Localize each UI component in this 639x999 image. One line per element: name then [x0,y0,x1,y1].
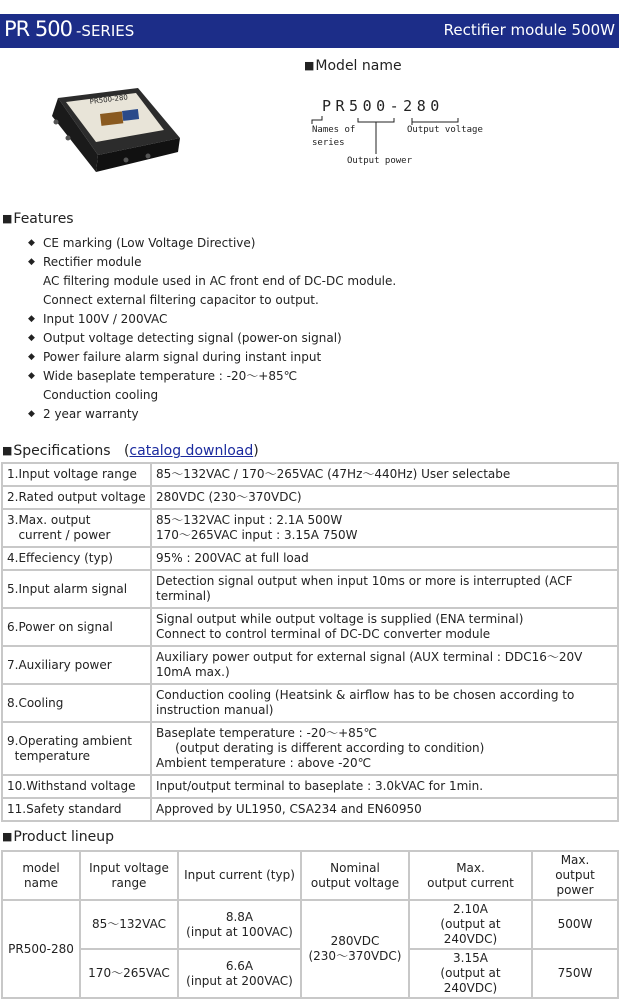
header-line: output power [555,868,595,897]
lineup-input-range: 170～265VAC [80,949,178,998]
spec-key [2,570,151,608]
feature-item [28,329,396,348]
header-line: name [23,875,59,890]
lineup-input-current [178,900,301,949]
spec-value [151,775,618,798]
spec-value [151,608,618,646]
model-name-title [304,58,402,74]
spec-row [2,722,618,775]
spec-value-line: Input/output terminal to baseplate : 3.0kVAC for 1min. [156,779,484,793]
spec-key-line: 3.Max. output [7,513,91,527]
diamond-bullet-icon: ◆ [28,409,35,419]
feature-line: Power failure alarm signal during instant input [43,350,322,364]
lineup-title [2,829,114,845]
square-bullet-icon: ■ [304,59,315,72]
features-list [28,234,396,424]
features-title [2,211,74,227]
spec-row [2,775,618,798]
feature-line: Wide baseplate temperature : -20～+85℃ [43,369,298,383]
diamond-bullet-icon: ◆ [28,257,35,267]
label-output-voltage: Output voltage [407,125,483,135]
cell-line: 6.6A [225,958,254,973]
spec-value-line: 95% : 200VAC at full load [156,551,309,565]
spec-key-line: temperature [7,748,91,763]
lineup-model: PR500-280 [2,900,80,998]
spec-value-line: Signal output while output voltage is supplied (ENA terminal) [156,612,524,626]
cell-line: 3.15A [453,951,488,965]
cell-line: (input at 200VAC) [186,973,293,988]
link-paren-open: ( [123,443,130,459]
square-bullet-icon: ■ [2,212,13,225]
header-line: Max. [560,853,590,867]
spec-value [151,509,618,547]
lineup-output-current [409,949,532,998]
lineup-header-row [2,851,618,900]
lineup-nominal-voltage [301,900,409,998]
spec-key [2,798,151,821]
label-series-line: series [312,138,345,148]
lineup-table [1,850,619,999]
feature-item [28,405,396,424]
series-suffix: -SERIES [76,22,135,40]
header-line: output current [427,875,514,890]
features-title-text: Features [13,211,74,227]
spec-key [2,722,151,775]
catalog-download-link[interactable]: catalog download [129,443,254,459]
spec-value-line: Ambient temperature : above -20℃ [156,756,372,770]
cell-line: (230～370VDC) [308,949,402,963]
spec-key-line: 6.Power on signal [7,619,113,634]
spec-value-line: Approved by UL1950, CSA234 and EN60950 [156,802,422,816]
header-nominal-voltage [301,851,409,900]
spec-value-line: 85～132VAC input : 2.1A 500W [156,513,343,527]
lineup-input-range: 85～132VAC [80,900,178,949]
header-input-range [80,851,178,900]
spec-value-line: 280VDC (230～370VDC) [156,490,302,504]
spec-value-line: terminal) [156,589,211,603]
product-type: Rectifier module 500W [443,21,615,39]
model-code: PR500-280 [322,97,444,115]
feature-line: AC filtering module used in AC front end of DC-DC module. [43,274,397,288]
spec-value-line: Connect to control terminal of DC-DC converter module [156,627,491,641]
spec-row [2,608,618,646]
spec-value [151,463,618,486]
spec-key [2,547,151,570]
link-paren-close: ) [253,443,259,459]
feature-line: CE marking (Low Voltage Directive) [43,236,256,250]
spec-row [2,509,618,547]
specifications-title [2,443,259,459]
feature-line: Connect external filtering capacitor to output. [43,293,319,307]
diamond-bullet-icon: ◆ [28,238,35,248]
feature-line: Conduction cooling [43,388,159,402]
label-output-power: Output power [347,156,413,166]
spec-key [2,509,151,547]
lineup-output-current [409,900,532,949]
spec-key-line: 11.Safety standard [7,802,122,816]
feature-line: Output voltage detecting signal (power-on signal) [43,331,342,345]
cell-line: 8.8A [225,909,254,924]
cell-line: (output at 240VDC) [440,917,501,946]
lineup-input-current [178,949,301,998]
square-bullet-icon: ■ [2,444,13,457]
spec-key-line: 1.Input voltage range [7,467,137,481]
spec-key [2,775,151,798]
spec-key [2,684,151,722]
spec-value-line: 85～132VAC / 170～265VAC (47Hz～440Hz) User selectabe [156,467,511,481]
spec-key [2,608,151,646]
spec-key-line: 2.Rated output voltage [7,490,146,504]
spec-key-line: 7.Auxiliary power [7,657,112,672]
diamond-bullet-icon: ◆ [28,314,35,324]
spec-row [2,486,618,509]
page-header [0,14,619,48]
spec-value [151,722,618,775]
spec-key-line: 5.Input alarm signal [7,581,128,596]
spec-value-line: instruction manual) [156,703,274,717]
spec-key-line: 8.Cooling [7,695,64,710]
spec-value [151,486,618,509]
spec-key-line: 4.Effeciency (typ) [7,551,113,565]
header-input-current [178,851,301,900]
feature-item [28,348,396,367]
spec-key [2,646,151,684]
specifications-table [1,462,619,822]
spec-row [2,547,618,570]
feature-item [28,253,396,310]
header-line: range [111,875,147,890]
spec-key-line: current / power [7,528,111,542]
lineup-title-text: Product lineup [13,829,115,845]
model-name-title-text: Model name [315,58,402,74]
header-line: Input current (typ) [184,868,295,882]
spec-value-line: Detection signal output when input 10ms or more is interrupted (ACF [156,574,573,588]
spec-value-line: Auxiliary power output for external signal (AUX terminal : DDC16～20V [156,650,583,664]
header-line: output voltage [310,875,400,890]
header-model-name [2,851,80,900]
spec-value-line: 10mA max.) [156,665,230,679]
cell-line: (input at 100VAC) [186,924,293,939]
spec-key [2,463,151,486]
diamond-bullet-icon: ◆ [28,371,35,381]
feature-line: Rectifier module [43,255,142,269]
lineup-row [2,900,618,949]
header-line: model [22,860,60,875]
header-line: Max. [456,860,485,875]
lineup-output-power: 500W [532,900,618,949]
spec-value [151,570,618,608]
product-label: PR500-280 [89,93,129,106]
spec-row [2,646,618,684]
feature-item [28,367,396,405]
feature-line: 2 year warranty [43,407,139,421]
spec-row [2,570,618,608]
spec-value-line: 170～265VAC input : 3.15A 750W [156,528,358,542]
lineup-output-power: 750W [532,949,618,998]
spec-key [2,486,151,509]
series-name: PR 500 [4,17,73,41]
cell-line: (output at 240VDC) [440,966,501,995]
spec-value-line: (output derating is different according to condition) [156,741,485,755]
cell-line: 280VDC [330,934,380,948]
spec-value-line: Conduction cooling (Heatsink & airflow has to be chosen according to [156,688,575,702]
label-names-of-series [312,124,355,150]
product-photo [38,80,188,180]
spec-value-line: Baseplate temperature : -20～+85℃ [156,726,377,740]
spec-key-line: 9.Operating ambient [7,733,132,748]
spec-value [151,646,618,684]
feature-item [28,234,396,253]
spec-key-line: 10.Withstand voltage [7,779,136,793]
diamond-bullet-icon: ◆ [28,333,35,343]
series-title [4,17,134,41]
spec-row [2,684,618,722]
header-max-current [409,851,532,900]
feature-line: Input 100V / 200VAC [43,312,168,326]
spec-value [151,684,618,722]
label-series-line: Names of [312,125,356,135]
header-line: Input voltage [89,860,169,875]
spec-row [2,463,618,486]
spec-value [151,798,618,821]
specifications-title-text: Specifications [13,443,111,459]
spec-row [2,798,618,821]
header-max-power [532,851,618,900]
diamond-bullet-icon: ◆ [28,352,35,362]
square-bullet-icon: ■ [2,830,13,843]
header-line: Nominal [330,860,380,875]
cell-line: 2.10A [453,902,488,916]
spec-value [151,547,618,570]
feature-item [28,310,396,329]
